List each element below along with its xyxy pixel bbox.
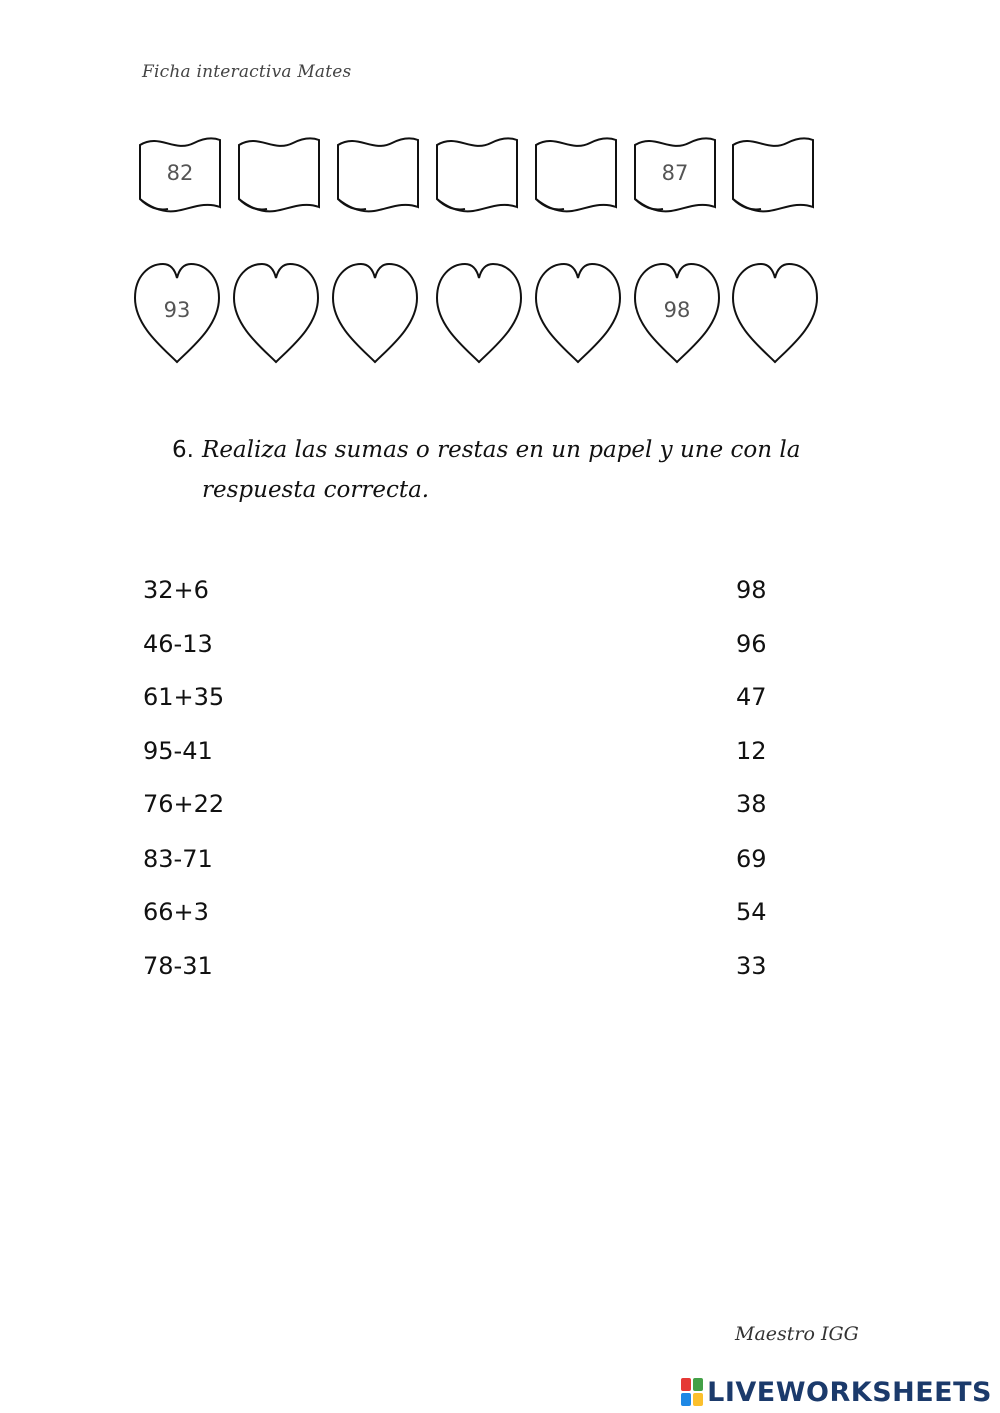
answer-item[interactable]: 38 [736, 790, 767, 818]
heart-input[interactable] [731, 298, 819, 322]
logo-square [693, 1378, 703, 1391]
heart-input[interactable] [633, 298, 721, 322]
operation-item[interactable]: 46-13 [143, 630, 213, 658]
operation-item[interactable]: 76+22 [143, 790, 225, 818]
worksheet-title: Ficha interactiva Mates [142, 62, 352, 82]
operation-item[interactable]: 32+6 [143, 576, 209, 604]
logo-square [681, 1378, 691, 1391]
heart-shape [731, 262, 819, 366]
instruction-line-2: respuesta correcta. [202, 477, 430, 503]
heart-shape [232, 262, 320, 366]
flag-input[interactable] [336, 161, 420, 185]
liveworksheets-brand [681, 1376, 992, 1408]
operation-item[interactable]: 66+3 [143, 898, 209, 926]
flag-input[interactable] [534, 161, 618, 185]
answer-item[interactable]: 33 [736, 952, 767, 980]
answer-item[interactable]: 12 [736, 737, 767, 765]
flag-input[interactable] [435, 161, 519, 185]
answer-item[interactable]: 54 [736, 898, 767, 926]
heart-shape [331, 262, 419, 366]
flag-shape [336, 135, 420, 215]
logo-square [681, 1393, 691, 1406]
flag-shape [534, 135, 618, 215]
flag-shape [731, 135, 815, 215]
liveworksheets-logo-icon [681, 1378, 703, 1406]
author-signature: Maestro IGG [735, 1323, 859, 1345]
heart-shape [435, 262, 523, 366]
brand-name: LIVEWORKSHEETS [707, 1376, 992, 1408]
exercise-instruction [172, 430, 852, 510]
flags-row [0, 135, 1000, 215]
heart-input[interactable] [232, 298, 320, 322]
flag-input[interactable] [237, 161, 321, 185]
heart-shape [633, 262, 721, 366]
operation-item[interactable]: 61+35 [143, 683, 225, 711]
hearts-row [0, 262, 1000, 366]
answer-item[interactable]: 96 [736, 630, 767, 658]
heart-shape [534, 262, 622, 366]
heart-input[interactable] [435, 298, 523, 322]
answer-item[interactable]: 69 [736, 845, 767, 873]
heart-input[interactable] [534, 298, 622, 322]
answer-item[interactable]: 47 [736, 683, 767, 711]
flag-input[interactable] [633, 161, 717, 185]
heart-input[interactable] [331, 298, 419, 322]
flag-input[interactable] [138, 161, 222, 185]
operation-item[interactable]: 78-31 [143, 952, 213, 980]
operation-item[interactable]: 83-71 [143, 845, 213, 873]
exercise-number: 6. [172, 437, 194, 463]
flag-shape [633, 135, 717, 215]
flag-shape [138, 135, 222, 215]
flag-shape [237, 135, 321, 215]
heart-shape [133, 262, 221, 366]
operation-item[interactable]: 95-41 [143, 737, 213, 765]
heart-input[interactable] [133, 298, 221, 322]
flag-input[interactable] [731, 161, 815, 185]
logo-square [693, 1393, 703, 1406]
instruction-line-1: Realiza las sumas o restas en un papel y une con la [202, 437, 801, 463]
flag-shape [435, 135, 519, 215]
answer-item[interactable]: 98 [736, 576, 767, 604]
